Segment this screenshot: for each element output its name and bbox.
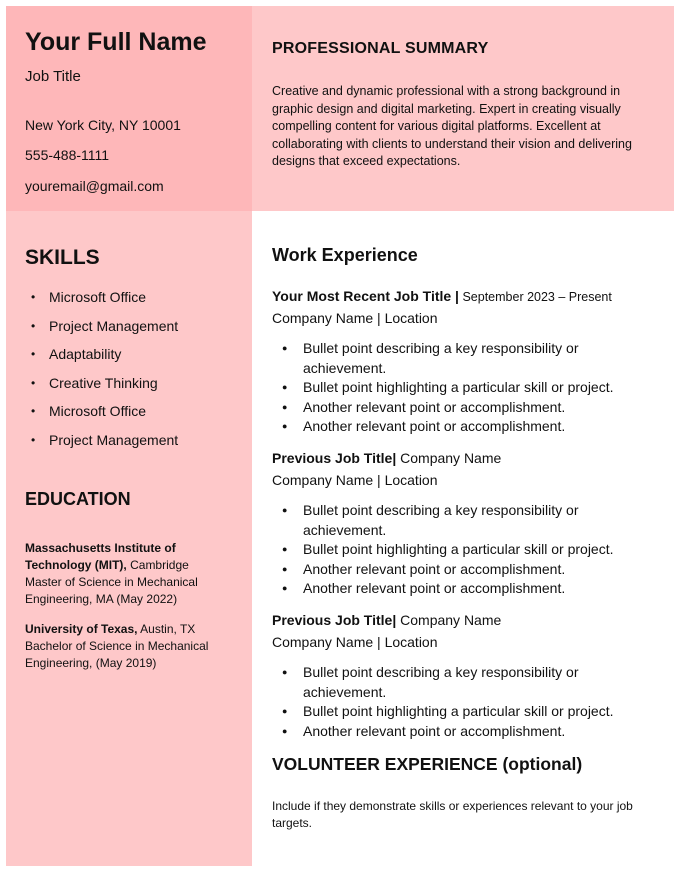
volunteer-text: Include if they demonstrate skills or experiences relevant to your job targets. (272, 799, 633, 830)
job-title: Your Most Recent Job Title | (272, 288, 459, 304)
location: New York City, NY 10001 (25, 117, 181, 133)
job-bullet: ● Bullet point describing a key responsibility or achievement. (272, 501, 652, 540)
job-title-line (272, 288, 612, 304)
job-company: Company Name (396, 612, 502, 628)
work-heading: Work Experience (272, 245, 418, 265)
skills-list (25, 287, 178, 458)
job-bullet: ● Another relevant point or accomplishment. (272, 579, 652, 599)
job-bullet: ● Bullet point highlighting a particular skill or project. (272, 702, 652, 722)
job-bullet: ● Bullet point describing a key responsibility or achievement. (272, 663, 652, 702)
summary-text: Creative and dynamic professional with a strong background in graphic design and digital marketing. Expert in creating visually compelling content for various digital platforms. Excellent at collaborating with clients to understand their vision and delivering designs that exceed expectations. (272, 84, 632, 168)
school-city: Austin, TX (137, 622, 196, 636)
education-heading: EDUCATION (25, 489, 131, 509)
company-location: Company Name | Location (272, 472, 438, 488)
job-bullet: ● Bullet point describing a key responsibility or achievement. (272, 339, 652, 378)
skill-item: • Adaptability (25, 344, 178, 373)
education-entry (25, 540, 245, 608)
skill-item: • Creative Thinking (25, 373, 178, 402)
skills-heading: SKILLS (25, 246, 100, 269)
job-title-line (272, 450, 501, 466)
company-location: Company Name | Location (272, 634, 438, 650)
email: youremail@gmail.com (25, 178, 164, 194)
skill-item: • Project Management (25, 430, 178, 459)
school-name: University of Texas, (25, 622, 138, 636)
job-bullets (272, 663, 652, 741)
school-name: Massachusetts Institute of Technology (MIT), (25, 541, 176, 572)
skill-item: • Project Management (25, 316, 178, 345)
job-title-line (272, 612, 501, 628)
job-bullet: ● Another relevant point or accomplishment. (272, 560, 652, 580)
job-bullet: ● Another relevant point or accomplishment. (272, 417, 652, 437)
job-title: Previous Job Title| (272, 612, 397, 628)
job-dates: September 2023 – Present (458, 290, 612, 304)
degree: Bachelor of Science in Mechanical Engineering, (May 2019) (25, 639, 209, 670)
job-bullet: ● Bullet point highlighting a particular skill or project. (272, 378, 652, 398)
job-title: Previous Job Title| (272, 450, 397, 466)
school-city: Cambridge (126, 558, 189, 572)
company-location: Company Name | Location (272, 310, 438, 326)
skill-item: • Microsoft Office (25, 401, 178, 430)
job-bullets (272, 501, 652, 599)
job-bullet: ● Another relevant point or accomplishment. (272, 722, 652, 742)
skill-item: • Microsoft Office (25, 287, 178, 316)
degree: Master of Science in Mechanical Engineering, MA (May 2022) (25, 575, 198, 606)
job-title: Job Title (25, 68, 81, 85)
summary-heading: PROFESSIONAL SUMMARY (272, 40, 489, 57)
education-entry (25, 621, 245, 672)
full-name: Your Full Name (25, 28, 207, 56)
volunteer-heading: VOLUNTEER EXPERIENCE (optional) (272, 754, 583, 774)
job-bullet: ● Bullet point highlighting a particular skill or project. (272, 540, 652, 560)
job-bullet: ● Another relevant point or accomplishment. (272, 398, 652, 418)
job-company: Company Name (396, 450, 502, 466)
phone: 555-488-1111 (25, 147, 110, 163)
job-bullets (272, 339, 652, 437)
